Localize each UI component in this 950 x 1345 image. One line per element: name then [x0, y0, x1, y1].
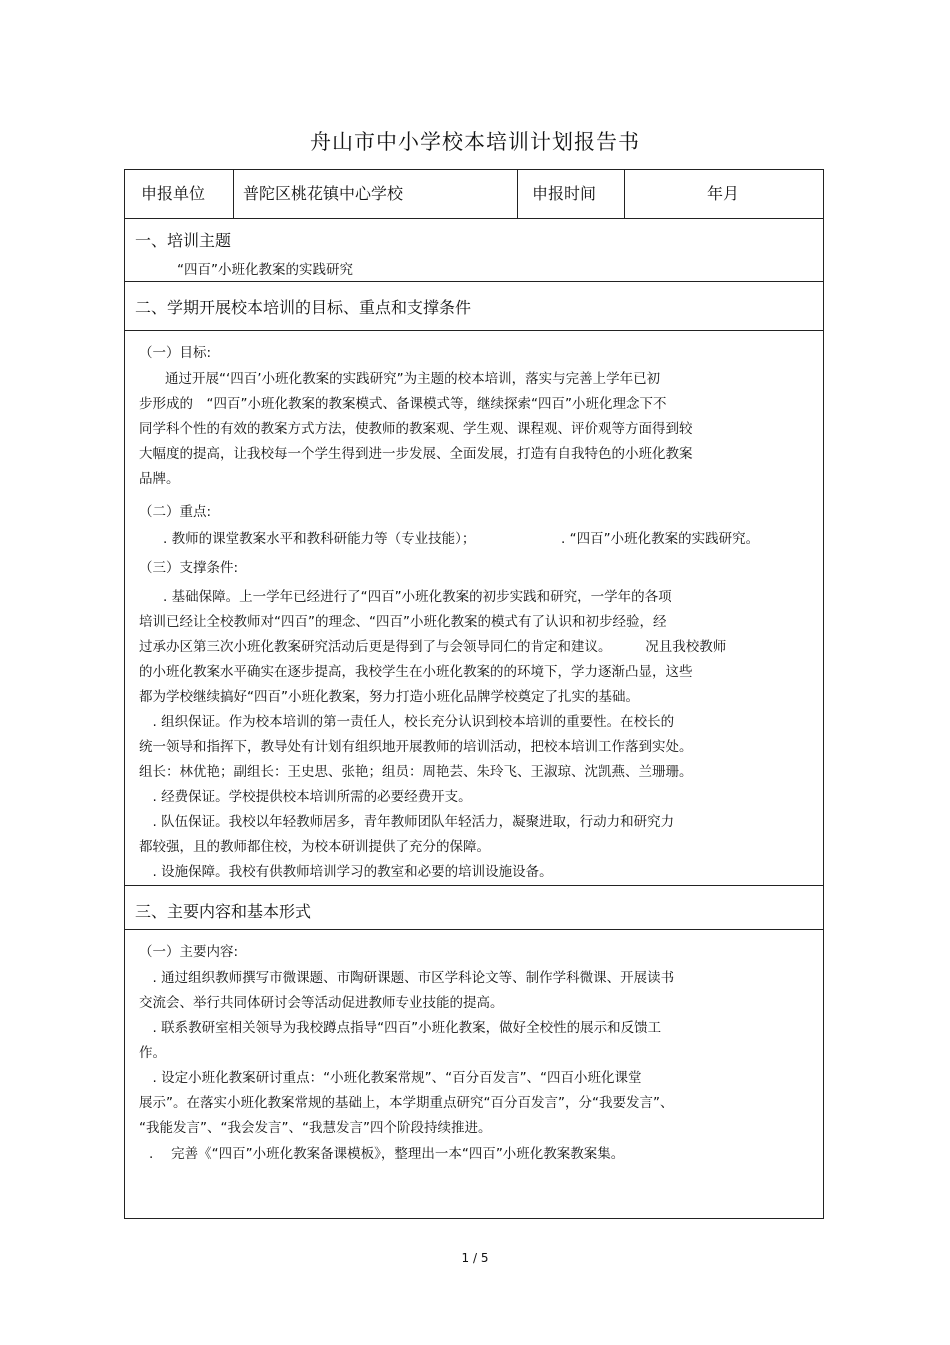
content-line: . 完善《“四百”小班化教案备课模板》，整理出一本“四百”小班化教案教案集。: [149, 1146, 625, 1162]
divider: [624, 170, 625, 218]
goal-label: （一）目标:: [139, 345, 212, 361]
content-line: . 联系教研室相关领导为我校蹲点指导“四百”小班化教案，做好全校性的展示和反馈工: [139, 1020, 662, 1036]
time-value: 年月: [707, 184, 740, 203]
content-label: （一）主要内容:: [139, 944, 239, 960]
goal-line: 大幅度的提高，让我校每一个学生得到进一步发展、全面发展，打造有自我特色的小班化教案: [139, 446, 693, 462]
support-line: . 组织保证。作为校本培训的第一责任人，校长充分认识到校本培训的重要性。在校长的: [139, 714, 675, 730]
content-line: 展示”。在落实小班化教案常规的基础上，本学期重点研究“百分百发言”，分“我要发言”、: [139, 1095, 674, 1111]
content-paragraph: [139, 966, 674, 1141]
content-last: [149, 1142, 624, 1167]
goal-line: 同学科个性的有效的教案方式方法，使教师的教案观、学生观、课程观、评价观等方面得到较: [139, 421, 693, 437]
section3-heading: 三、主要内容和基本形式: [135, 902, 312, 921]
row-divider: [125, 281, 823, 282]
support-line: 的小班化教案水平确实在逐步提高，我校学生在小班化教案的的环境下，学力逐渐凸显，这些: [139, 664, 693, 680]
goal-paragraph: [165, 367, 660, 392]
section2-heading: 二、学期开展校本培训的目标、重点和支撑条件: [135, 298, 472, 317]
row-divider: [125, 330, 823, 331]
focus-item-b: . “四百”小班化教案的实践研究。: [561, 531, 760, 547]
goal-paragraph-cont: [139, 392, 693, 492]
goal-line: 步形成的 “四百”小班化教案的教案模式、备课模式等，继续探索“四百”小班化理念下不: [139, 396, 667, 412]
support-line: 组长：林优艳；副组长：王史思、张艳；组员：周艳芸、朱玲飞、王淑琼、沈凯燕、兰珊珊。: [139, 764, 693, 780]
support-line: . 基础保障。上一学年已经进行了“四百”小班化教案的初步实践和研究，一学年的各项: [163, 589, 672, 605]
support-line: 过承办区第三次小班化教案研究活动后更是得到了与会领导同仁的肯定和建议。 况且我校教师: [139, 639, 727, 655]
content-line: . 设定小班化教案研讨重点：“小班化教案常规”、“百分百发言”、“四百小班化课堂: [139, 1070, 642, 1086]
content-line: “我能发言”、“我会发言”、“我慧发言”四个阶段持续推进。: [139, 1120, 492, 1136]
support-label: （三）支撑条件:: [139, 560, 239, 576]
content-line: 交流会、举行共同体研讨会等活动促进教师专业技能的提高。: [139, 995, 504, 1011]
support-first: [163, 585, 672, 610]
support-line: 都较强，且的教师都住校，为校本研训提供了充分的保障。: [139, 839, 490, 855]
section1-heading: 一、培训主题: [135, 231, 232, 250]
focus-item-a: . 教师的课堂教案水平和教科研能力等（专业技能）；: [163, 531, 476, 547]
document-title: 舟山市中小学校本培训计划报告书: [310, 130, 640, 154]
report-table: [124, 169, 824, 1219]
row-divider: [125, 218, 823, 219]
content-line: 作。: [139, 1045, 166, 1061]
divider: [517, 170, 518, 218]
training-topic: “四百”小班化教案的实践研究: [177, 262, 353, 278]
time-label: 申报时间: [532, 184, 597, 203]
row-divider: [125, 929, 823, 930]
support-line: . 设施保障。我校有供教师培训学习的教室和必要的培训设施设备。: [139, 864, 553, 880]
content-line: . 通过组织教师撰写市微课题、市陶研课题、市区学科论文等、制作学科微课、开展读书: [139, 970, 675, 986]
support-line: 培训已经让全校教师对“四百”的理念、“四百”小班化教案的模式有了认识和初步经验，经: [139, 614, 667, 630]
support-line: . 队伍保证。我校以年轻教师居多，青年教师团队年轻活力，凝聚进取，行动力和研究力: [139, 814, 675, 830]
support-paragraph: [139, 610, 726, 885]
row-divider: [125, 885, 823, 886]
page-number: 1 / 5: [461, 1251, 489, 1265]
focus-label: （二）重点:: [139, 504, 212, 520]
divider: [233, 170, 234, 218]
support-line: 统一领导和指挥下，教导处有计划有组织地开展教师的培训活动，把校本培训工作落到实处。: [139, 739, 693, 755]
unit-label: 申报单位: [141, 184, 206, 203]
unit-value: 普陀区桃花镇中心学校: [243, 184, 404, 203]
goal-line: 品牌。: [139, 471, 180, 487]
goal-line: 通过开展“‘四百’小班化教案的实践研究”为主题的校本培训，落实与完善上学年已初: [165, 371, 661, 387]
support-line: . 经费保证。学校提供校本培训所需的必要经费开支。: [139, 789, 472, 805]
support-line: 都为学校继续搞好“四百”小班化教案，努力打造小班化品牌学校奠定了扎实的基础。: [139, 689, 639, 705]
